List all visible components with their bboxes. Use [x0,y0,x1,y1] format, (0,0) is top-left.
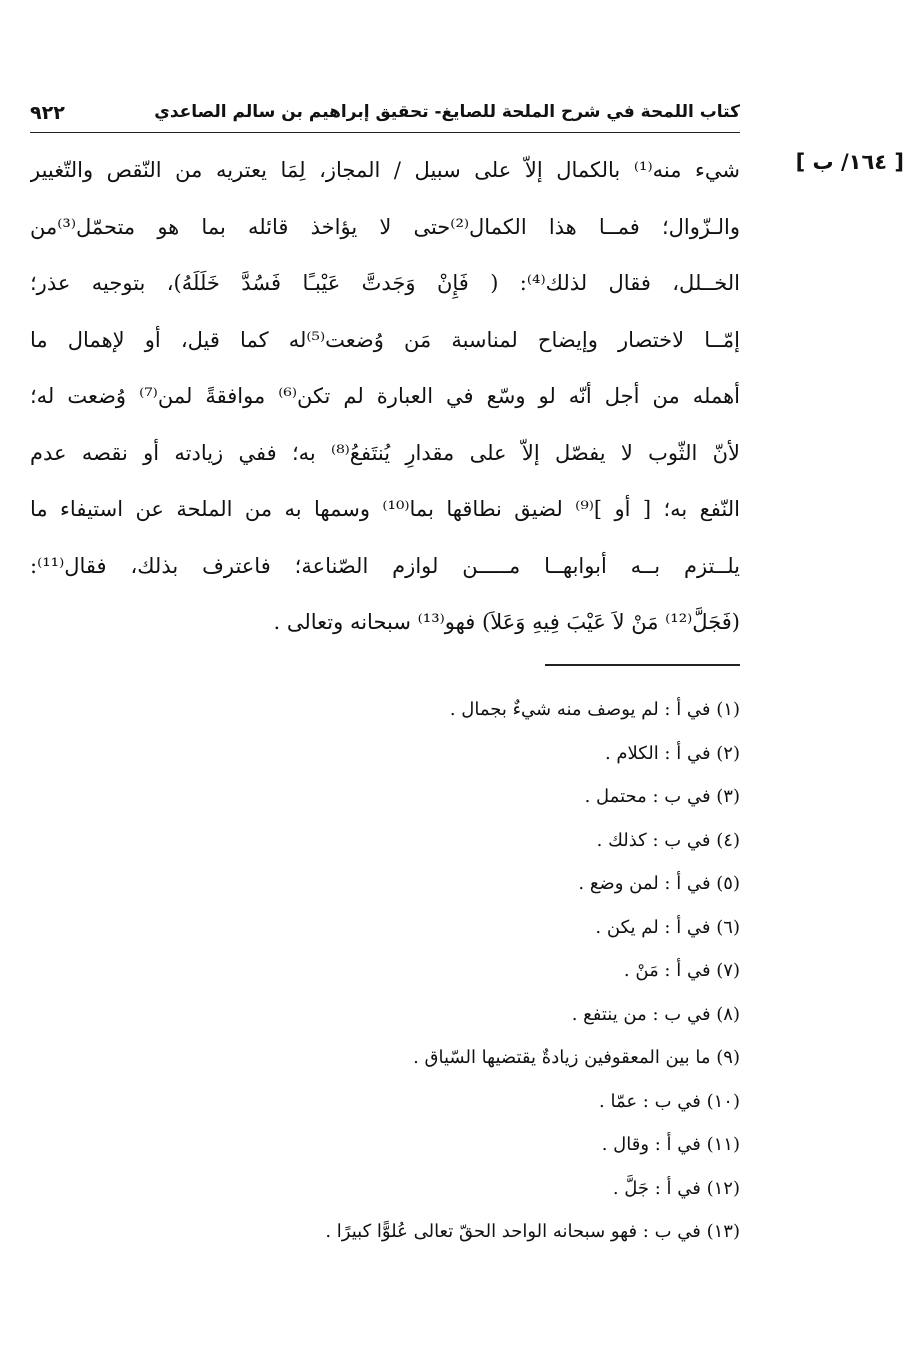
text-line: شيء منه⁽¹⁾ بالكمال إلاّ على سبيل / المجاز، لِمَا يعتريه من النّقص والتّغيير [30,158,740,182]
footnote: (٥) في أ : لمن وضع . [578,873,740,894]
text-line: النّفع به؛ [ أو ]⁽⁹⁾ لضيق نطاقها بما⁽¹⁰⁾ وسمها به من الملحة عن استيفاء ما [30,497,740,521]
text-line: لأنّ الثّوب لا يفصّل إلاّ على مقدارِ يُنتَفعُ⁽⁸⁾ به؛ ففي زيادته أو نقصه عدم [30,440,740,465]
running-header [30,100,740,133]
footnote: (٩) ما بين المعقوفين زيادةٌ يقتضيها السّياق . [413,1047,740,1068]
footnote: (٢) في أ : الكلام . [604,742,740,764]
footnote: (٤) في ب : كذلك . [596,829,740,851]
text-line: إمّــا لاختصار وإيضاح لمناسبة مَن وُضعت⁽⁵⁾له كما قيل، أو لإهمال ما [30,327,740,352]
footnote: (١٠) في ب : عمّا . [599,1090,740,1112]
footnote: (١٢) في أ : جَلَّ . [612,1177,740,1199]
text-line: يلــتزم بــه أبوابهــا مـــــن لوازم الصّناعة؛ فاعترف بذلك، فقال⁽¹¹⁾: [30,553,740,578]
text-line: أهمله من أجل أنّه لو وسّع في العبارة لم تكن⁽⁶⁾ موافقةً لمن⁽⁷⁾ وُضعت له؛ [30,384,740,408]
manuscript-folio-marker: [ ١٦٤/ ب ] [795,150,904,174]
main-text [30,142,740,651]
footnote: (٧) في أ : مَنْ . [623,960,740,981]
footnotes-list [30,688,740,1254]
page-number: ٩٢٢ [30,102,65,124]
footnote: (١٣) في ب : فهو سبحانه الواحد الحقّ تعالى عُلوًّا كبيرًا . [325,1221,740,1242]
footnote: (٦) في أ : لم يكن . [595,916,740,938]
text-line: الخــلل، فقال لذلك⁽⁴⁾: ( فَإِنْ وَجَدتَّ عَيْبـًا فَسُدَّ خَلَلَهُ)، بتوجيه عذر؛ [30,271,740,295]
footnote: (٣) في ب : محتمل . [584,786,740,807]
footnote-separator [545,664,740,666]
footnote: (١١) في أ : وقال . [601,1134,740,1155]
footnote: (١) في أ : لم يوصف منه شيءٌ بجمال . [449,699,740,720]
text-line: (فَجَلَّ⁽¹²⁾ مَنْ لاَ عَيْبَ فِيهِ وَعَلاَ) فهو⁽¹³⁾ سبحانه وتعالى . [273,610,740,634]
header-title: كتاب اللمحة في شرح الملحة للصايغ- تحقيق إبراهيم بن سالم الصاعدي [154,102,740,122]
text-line: والـزّوال؛ فمــا هذا الكمال⁽²⁾حتى لا يؤاخذ قائله بما هو متحمّل⁽³⁾من [30,214,740,239]
footnote: (٨) في ب : من ينتفع . [571,1003,740,1025]
